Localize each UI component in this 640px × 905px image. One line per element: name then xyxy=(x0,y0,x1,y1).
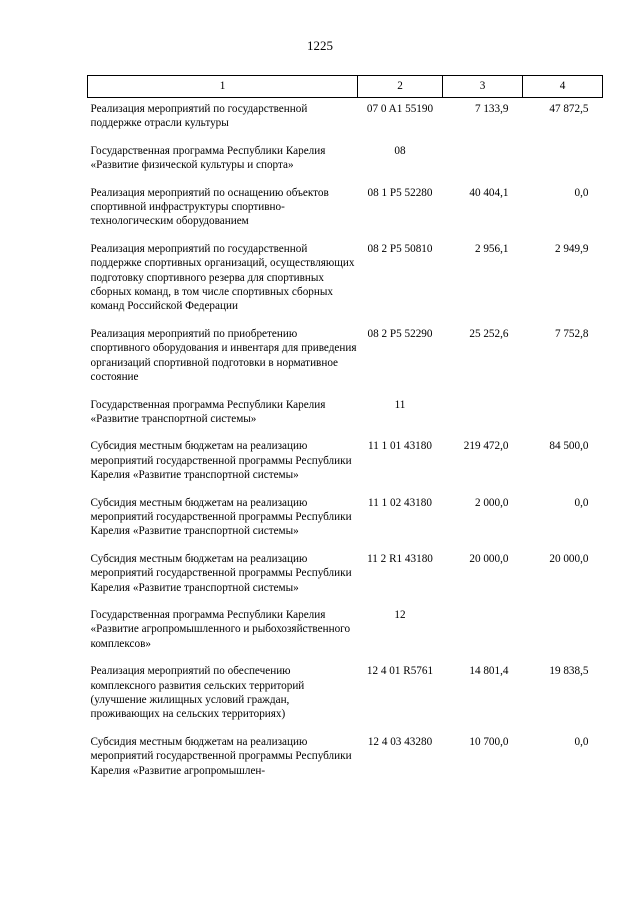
row-value-4: 84 500,0 xyxy=(549,440,589,453)
row-code: 11 1 02 43180 xyxy=(368,496,432,509)
row-name: Субсидия местным бюджетам на реализацию мероприятий государственной программы Республики Карелия «Развитие транспортной системы» xyxy=(90,552,352,594)
header-col-3: 3 xyxy=(443,76,523,98)
table-body xyxy=(88,98,603,792)
row-name: Государственная программа Республики Карелия «Развитие транспортной системы» xyxy=(90,398,326,425)
row-value-3 xyxy=(443,144,523,186)
row-value-3: 20 000,0 xyxy=(469,552,509,565)
row-value-4 xyxy=(523,608,603,664)
row-code: 08 1 P5 52280 xyxy=(367,186,433,199)
row-code: 12 4 01 R5761 xyxy=(366,665,434,678)
row-name: Реализация мероприятий по оснащению объектов спортивной инфраструктуры спортивно-технологическим оборудованием xyxy=(90,186,329,228)
row-code: 12 4 03 43280 xyxy=(367,735,433,748)
row-value-4 xyxy=(523,144,603,186)
table-header xyxy=(88,76,603,98)
row-name: Субсидия местным бюджетам на реализацию мероприятий государственной программы Республики Карелия «Развитие транспортной системы» xyxy=(90,440,352,482)
row-value-3: 14 801,4 xyxy=(469,665,509,678)
table-row xyxy=(88,664,603,735)
row-value-3: 40 404,1 xyxy=(469,186,509,199)
row-value-4: 7 752,8 xyxy=(554,327,589,340)
row-code: 11 2 R1 43180 xyxy=(367,552,433,565)
table-row xyxy=(88,608,603,664)
row-code: 11 xyxy=(394,398,406,411)
table-row xyxy=(88,496,603,552)
row-value-3: 219 472,0 xyxy=(463,440,509,453)
table-row xyxy=(88,327,603,398)
row-name: Государственная программа Республики Карелия «Развитие агропромышленного и рыбохозяйственного комплексов» xyxy=(90,608,351,650)
row-value-3: 2 000,0 xyxy=(474,496,509,509)
row-name: Реализация мероприятий по государственной поддержке отрасли культуры xyxy=(90,103,308,130)
row-value-4: 20 000,0 xyxy=(549,552,589,565)
budget-table xyxy=(87,75,603,791)
row-value-4: 19 838,5 xyxy=(549,665,589,678)
row-code: 11 1 01 43180 xyxy=(368,440,432,453)
table-row xyxy=(88,439,603,495)
table-row xyxy=(88,144,603,186)
row-code: 07 0 A1 55190 xyxy=(366,103,434,115)
row-code: 12 xyxy=(394,608,406,621)
row-value-3 xyxy=(443,398,523,440)
row-value-3: 25 252,6 xyxy=(469,327,509,340)
header-col-1: 1 xyxy=(88,76,358,98)
row-value-3: 7 133,9 xyxy=(474,103,509,115)
row-name: Субсидия местным бюджетам на реализацию мероприятий государственной программы Республики Карелия «Развитие агропромышлен- xyxy=(90,735,352,777)
row-value-3: 2 956,1 xyxy=(474,242,509,255)
row-name: Реализация мероприятий по государственной поддержке спортивных организаций, осуществляющих подготовку спортивного резерва для спортивных сборных команд, в том числе спортивных сборных команд Российской Федерации xyxy=(90,242,355,313)
row-code: 08 2 P5 50810 xyxy=(367,242,433,255)
page-number: 1225 xyxy=(307,38,333,53)
row-value-4: 0,0 xyxy=(574,735,589,748)
row-value-4: 0,0 xyxy=(574,496,589,509)
table-row xyxy=(88,186,603,242)
row-value-4: 2 949,9 xyxy=(554,242,589,255)
row-name: Реализация мероприятий по приобретению спортивного оборудования и инвентаря для приведения организаций спортивной подготовки в нормативное состояние xyxy=(90,327,357,384)
table-row xyxy=(88,98,603,144)
header-col-2: 2 xyxy=(358,76,443,98)
table-row xyxy=(88,398,603,440)
row-value-4 xyxy=(523,398,603,440)
row-name: Государственная программа Республики Карелия «Развитие физической культуры и спорта» xyxy=(90,144,326,172)
table-row xyxy=(88,552,603,608)
header-col-4: 4 xyxy=(523,76,603,98)
row-value-4: 47 872,5 xyxy=(549,103,589,115)
row-value-4: 0,0 xyxy=(574,186,589,199)
table-row xyxy=(88,242,603,327)
row-value-3 xyxy=(443,608,523,664)
row-code: 08 2 P5 52290 xyxy=(367,327,433,340)
row-name: Субсидия местным бюджетам на реализацию мероприятий государственной программы Республики Карелия «Развитие транспортной системы» xyxy=(90,496,352,538)
row-code: 08 xyxy=(394,144,406,157)
row-name: Реализация мероприятий по обеспечению комплексного развития сельских территорий (улучшение жилищных условий граждан, проживающих на сельских территориях) xyxy=(90,665,305,721)
table-row xyxy=(88,735,603,791)
row-value-3: 10 700,0 xyxy=(469,735,509,748)
